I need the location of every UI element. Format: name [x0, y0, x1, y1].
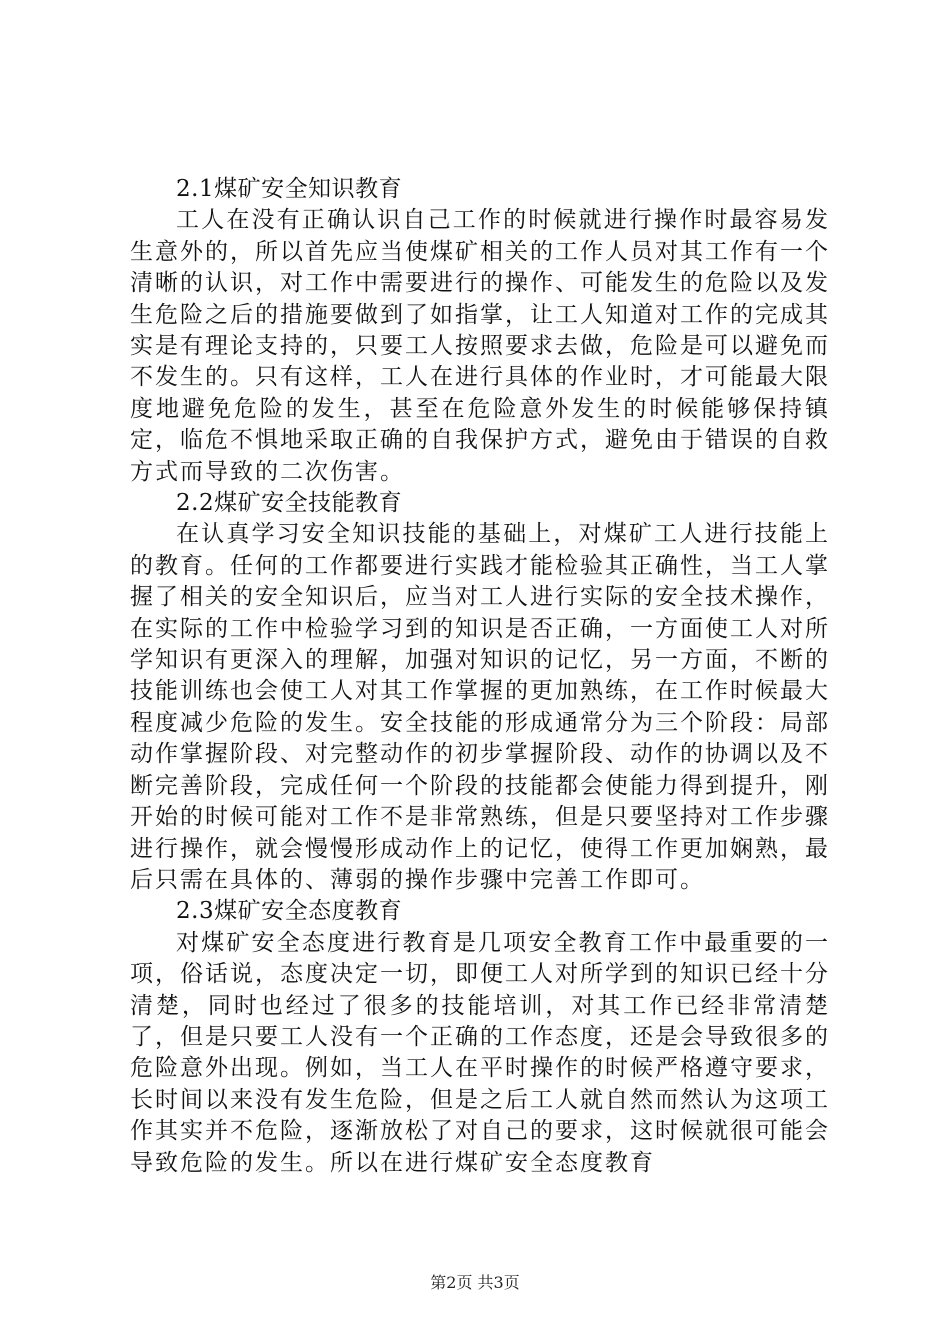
- section-paragraph-skills: 在认真学习安全知识技能的基础上，对煤矿工人进行技能上的教育。任何的工作都要进行实践才能检验其正确性，当工人掌握了相关的安全知识后，应当对工人进行实际的安全技术操作，在实际的工作中检验学习到的知识是否正确，一方面使工人对所学知识有更深入的理解，加强对知识的记忆，另一方面，不断的技能训练也会使工人对其工作掌握的更加熟练，在工作时候最大程度减少危险的发生。安全技能的形成通常分为三个阶段：局部动作掌握阶段、对完整动作的初步掌握阶段、动作的协调以及不断完善阶段，完成任何一个阶段的技能都会使能力得到提升，刚开始的时候可能对工作不是非常熟练，但是只要坚持对工作步骤进行操作，就会慢慢形成动作上的记忆，使得工作更加娴熟，最后只需在具体的、薄弱的操作步骤中完善工作即可。: [130, 521, 830, 893]
- section-heading-attitude: 2.3煤矿安全态度教育: [176, 898, 403, 925]
- section-paragraph-knowledge: 工人在没有正确认识自己工作的时候就进行操作时最容易发生意外的，所以首先应当使煤矿相关的工作人员对其工作有一个清晰的认识，对工作中需要进行的操作、可能发生的危险以及发生危险之后的措施要做到了如指掌，让工人知道对工作的完成其实是有理论支持的，只要工人按照要求去做，危险是可以避免而不发生的。只有这样，工人在进行具体的作业时，才可能最大限度地避免危险的发生，甚至在危险意外发生的时候能够保持镇定，临危不惧地采取正确的自我保护方式，避免由于错误的自救方式而导致的二次伤害。: [130, 207, 830, 485]
- section-heading-knowledge: 2.1煤矿安全知识教育: [176, 176, 403, 202]
- section-paragraph-attitude: 对煤矿安全态度进行教育是几项安全教育工作中最重要的一项，俗话说，态度决定一切，即便工人对所学到的知识已经十分清楚，同时也经过了很多的技能培训，对其工作已经非常清楚了，但是只要工人没有一个正确的工作态度，还是会导致很多的危险意外出现。例如，当工人在平时操作的时候严格遵守要求，长时间以来没有发生危险，但是之后工人就自然而然认为这项工作其实并不危险，逐渐放松了对自己的要求，这时候就很可能会导致危险的发生。所以在进行煤矿安全态度教育: [130, 929, 830, 1176]
- document-body: [130, 174, 830, 1179]
- page-number-footer: 第2页 共3页: [430, 1273, 520, 1292]
- section-heading-skills: 2.2煤矿安全技能教育: [176, 490, 403, 517]
